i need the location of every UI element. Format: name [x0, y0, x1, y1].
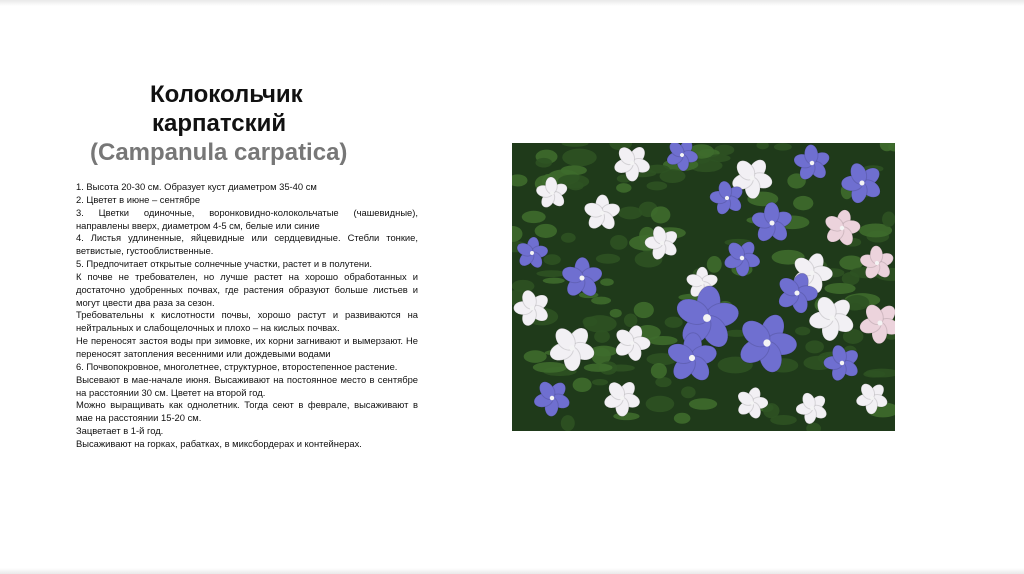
- leaf-shape: [616, 183, 631, 193]
- paragraph: Можно выращивать как однолетник. Тогда сеют в феврале, высаживают в мае на расстоянии 15-20 см.: [76, 399, 418, 424]
- paragraph: К почве не требователен, но лучше растет на хорошо обработанных и достаточно удобренных почвах, где растения образуют больше листьев и могут цвести два раза за сезон.: [76, 270, 418, 308]
- leaf-shape: [774, 143, 792, 150]
- leaf-shape: [805, 340, 824, 353]
- slide-bottom-edge: [0, 568, 1024, 574]
- flower-field-image: [512, 143, 895, 431]
- leaf-shape: [596, 254, 620, 264]
- leaf-shape: [533, 362, 567, 373]
- leaf-shape: [689, 398, 717, 410]
- title-line-1: Колокольчик: [150, 81, 303, 108]
- leaf-shape: [561, 233, 576, 243]
- leaf-shape: [824, 283, 855, 294]
- leaf-shape: [562, 149, 597, 167]
- paragraph: 4. Листья удлиненные, яйцевидные или сердцевидные. Стебли тонкие, ветвистые, густооблиственные.: [76, 232, 418, 257]
- leaf-shape: [655, 377, 671, 387]
- paragraph: 3. Цветки одиночные, воронковидно-колокольчатые (чашевидные), направлены вверх, диаметром 4-5 см, белые или синие: [76, 206, 418, 231]
- leaf-shape: [882, 212, 895, 227]
- leaf-shape: [610, 235, 628, 250]
- leaf-shape: [561, 415, 575, 431]
- leaf-shape: [535, 224, 557, 238]
- paragraph: Высевают в мае-начале июня. Высаживают на постоянное место в сентябре на расстоянии 30 см. Цветет на второй год.: [76, 373, 418, 398]
- leaf-shape: [793, 196, 813, 210]
- paragraph: Требовательны к кислотности почвы, хорошо растут и развиваются на нейтральных и слабощелочных и плохо – на кислых почвах.: [76, 309, 418, 334]
- leaf-shape: [681, 386, 696, 398]
- description-text: [76, 181, 418, 451]
- leaf-shape: [624, 313, 638, 327]
- paragraph: 1. Высота 20-30 см. Образует куст диаметром 35-40 см: [76, 181, 317, 192]
- leaf-shape: [536, 158, 552, 168]
- leaf-shape: [646, 396, 675, 412]
- paragraph: Не переносят застоя воды при зимовке, их корни загнивают и вымерзают. Не переносят затопления весенними или дождевыми водами: [76, 335, 418, 359]
- title-latin-name: (Campanula carpatica): [90, 139, 348, 166]
- leaf-shape: [512, 280, 534, 293]
- paragraph: Высаживают на горках, рабатках, в миксбордерах и контейнерах.: [76, 437, 362, 449]
- leaf-shape: [634, 302, 654, 318]
- leaf-shape: [592, 379, 608, 385]
- leaf-shape: [524, 350, 547, 363]
- leaf-shape: [543, 254, 560, 265]
- leaf-shape: [660, 169, 686, 183]
- leaf-shape: [647, 181, 668, 190]
- leaf-shape: [573, 378, 592, 392]
- leaf-shape: [674, 413, 691, 424]
- leaf-shape: [610, 309, 622, 318]
- leaf-shape: [591, 297, 611, 305]
- slide-title: [90, 80, 390, 167]
- leaf-shape: [584, 363, 613, 371]
- bellflower-photo: [512, 143, 895, 431]
- slide-top-edge: [0, 0, 1024, 6]
- leaf-shape: [618, 206, 643, 219]
- leaf-shape: [583, 317, 598, 327]
- paragraph: Зацветает в 1-й год.: [76, 425, 164, 437]
- leaf-shape: [665, 317, 683, 328]
- leaf-shape: [522, 211, 546, 223]
- leaf-shape: [651, 363, 667, 379]
- title-line-2: карпатский: [152, 110, 287, 137]
- leaf-shape: [795, 327, 810, 336]
- leaf-shape: [707, 256, 722, 273]
- leaf-shape: [600, 278, 614, 285]
- leaf-shape: [543, 278, 565, 284]
- paragraph: 5. Предпочитает открытые солнечные участки, растет и в полутени.: [76, 258, 372, 270]
- paragraph: 2. Цветет в июне – сентябре: [76, 193, 201, 205]
- paragraph: 6. Почвопокровное, многолетнее, структурное, второстепенное растение.: [76, 360, 398, 372]
- leaf-shape: [651, 206, 670, 223]
